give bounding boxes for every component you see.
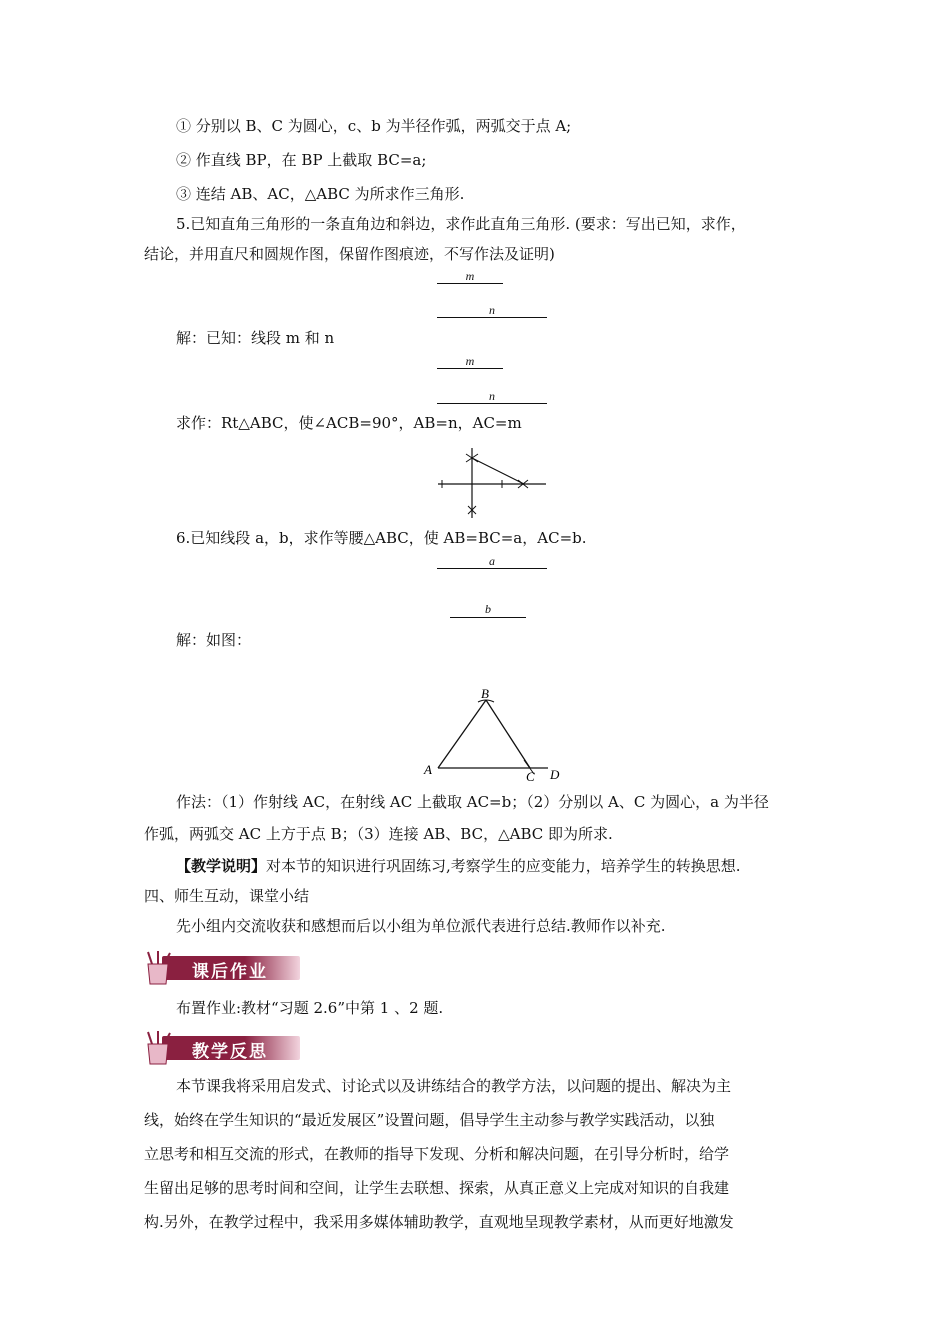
segment-m <box>437 283 503 284</box>
reflection-line-2: 线，始终在学生知识的“最近发展区”设置问题，倡导学生主动参与教学实践活动，以独 <box>144 1111 715 1129</box>
step-2: ② 作直线 BP，在 BP 上截取 BC=a; <box>176 151 427 169</box>
section-4-heading: 四、师生互动，课堂小结 <box>144 887 310 905</box>
isosceles-triangle-figure <box>420 684 570 784</box>
segment-n-label-2: n <box>489 389 495 403</box>
teaching-note-text: 对本节的知识进行巩固练习,考察学生的应变能力，培养学生的转换思想. <box>266 857 741 875</box>
summary: 先小组内交流收获和感想而后以小组为单位派代表进行总结.教师作以补充. <box>176 917 666 935</box>
reflection-line-4: 生留出足够的思考时间和空间，让学生去联想、探索，从真正意义上完成对知识的自我建 <box>144 1179 730 1197</box>
vertex-c-label: C <box>526 769 535 784</box>
segment-m-label: m <box>465 269 475 283</box>
teaching-note <box>176 856 741 876</box>
teaching-note-label: 【教学说明】 <box>176 857 267 875</box>
homework-text: 布置作业:教材“习题 2.6”中第 1 、2 题. <box>176 999 444 1017</box>
segment-b-label: b <box>485 602 491 616</box>
problem5-line1: 5.已知直角三角形的一条直角边和斜边，求作此直角三角形. (要求：写出已知，求作， <box>176 215 746 233</box>
segment-b <box>450 617 526 618</box>
segment-a <box>437 568 547 569</box>
problem6-solution: 解：如图： <box>176 631 252 649</box>
problem5-line2: 结论，并用直尺和圆规作图，保留作图痕迹，不写作法及证明) <box>144 245 555 263</box>
segment-m-2 <box>437 368 503 369</box>
reflection-line-1: 本节课我将采用启发式、讨论式以及讲练结合的教学方法，以问题的提出、解决为主 <box>176 1077 732 1095</box>
vertex-a-label: A <box>424 762 432 777</box>
reflection-line-5: 构.另外，在教学过程中，我采用多媒体辅助教学，直观地呈现教学素材，从而更好地激发 <box>144 1213 734 1231</box>
pen-holder-icon <box>142 950 176 986</box>
vertex-b-label: B <box>481 686 489 701</box>
right-triangle-construction-figure <box>430 444 550 522</box>
homework-banner-text: 课后作业 <box>192 962 268 982</box>
segment-n-label: n <box>489 303 495 317</box>
pen-holder-icon-2 <box>142 1030 176 1066</box>
problem6-method-1: 作法：（1）作射线 AC，在射线 AC 上截取 AC=b；（2）分别以 A、C 为圆心，a 为半径 <box>176 793 769 811</box>
segment-m-label-2: m <box>465 354 475 368</box>
problem6-method-2: 作弧，两弧交 AC 上方于点 B；（3）连接 AB、BC，△ABC 即为所求. <box>144 825 613 843</box>
step-1: ① 分别以 B、C 为圆心，c、b 为半径作弧，两弧交于点 A; <box>176 117 572 135</box>
segment-a-label: a <box>489 554 495 568</box>
reflection-line-3: 立思考和相互交流的形式，在教师的指导下发现、分析和解决问题，在引导分析时，给学 <box>144 1145 730 1163</box>
homework-banner <box>142 950 302 986</box>
segment-n-2 <box>437 403 547 404</box>
problem5-known: 解：已知：线段 m 和 n <box>176 329 335 347</box>
reflection-banner <box>142 1030 302 1066</box>
reflection-banner-text: 教学反思 <box>192 1042 268 1062</box>
point-d-label: D <box>550 767 560 782</box>
segment-n <box>437 317 547 318</box>
problem6-line1: 6.已知线段 a，b，求作等腰△ABC，使 AB=BC=a，AC=b. <box>176 529 587 547</box>
step-3: ③ 连结 AB、AC，△ABC 为所求作三角形. <box>176 185 465 203</box>
problem5-seek: 求作：Rt△ABC，使∠ACB=90°，AB=n，AC=m <box>176 414 522 432</box>
